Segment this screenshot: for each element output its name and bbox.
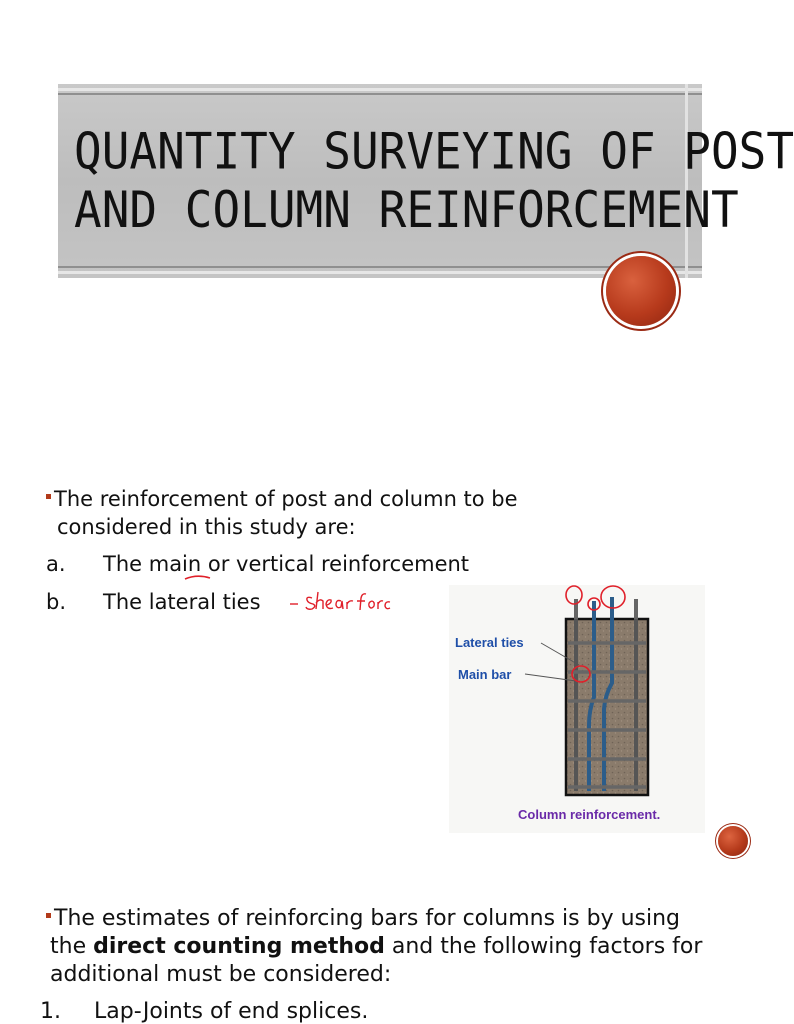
intro-paragraph [46,487,518,511]
decorative-circle [606,256,676,326]
column-diagram-graphic [449,585,705,833]
bullet-icon [46,494,51,499]
list-item-lap-joints: Lap-Joints of end splices. [94,999,369,1024]
list-item-main-reinforcement: The main or vertical reinforcement [103,552,470,576]
estimates-line-1-text: The estimates of reinforcing bars for columns is by using [54,906,681,931]
column-reinforcement-diagram [449,585,705,833]
handwritten-note [286,590,390,616]
intro-line-2: considered in this study are: [57,515,356,539]
handwritten-underline [183,573,213,583]
banner-stripe [58,88,702,91]
estimates-line-1 [46,906,680,931]
estimates-line-2 [50,934,702,959]
decorative-circle [718,826,748,856]
title-line-2: AND COLUMN REINFORCEMENT [74,180,739,239]
diagram-caption: Column reinforcement. [518,807,661,822]
slide-title [74,122,794,239]
diagram-label-lateral-ties: Lateral ties [455,635,524,650]
diagram-label-main-bar: Main bar [458,667,512,682]
list-item-marker: a. [46,552,66,576]
banner-stripe [58,93,702,95]
direct-counting-method: direct counting method [93,934,385,959]
banner-stripe [58,271,702,274]
bullet-icon [46,913,51,918]
estimates-line-2-pre: the [50,934,94,959]
list-item-lateral-ties: The lateral ties [103,590,261,614]
banner-stripe [58,266,702,268]
intro-line-1: The reinforcement of post and column to be [54,487,518,511]
estimates-line-3: additional must be considered: [50,962,392,987]
title-line-1: QUANTITY SURVEYING OF POST [74,122,794,181]
estimates-line-2-post: and the following factors for [384,934,703,959]
list-item-marker: b. [46,590,67,614]
list-item-marker: 1. [40,999,61,1024]
title-banner [58,84,794,278]
